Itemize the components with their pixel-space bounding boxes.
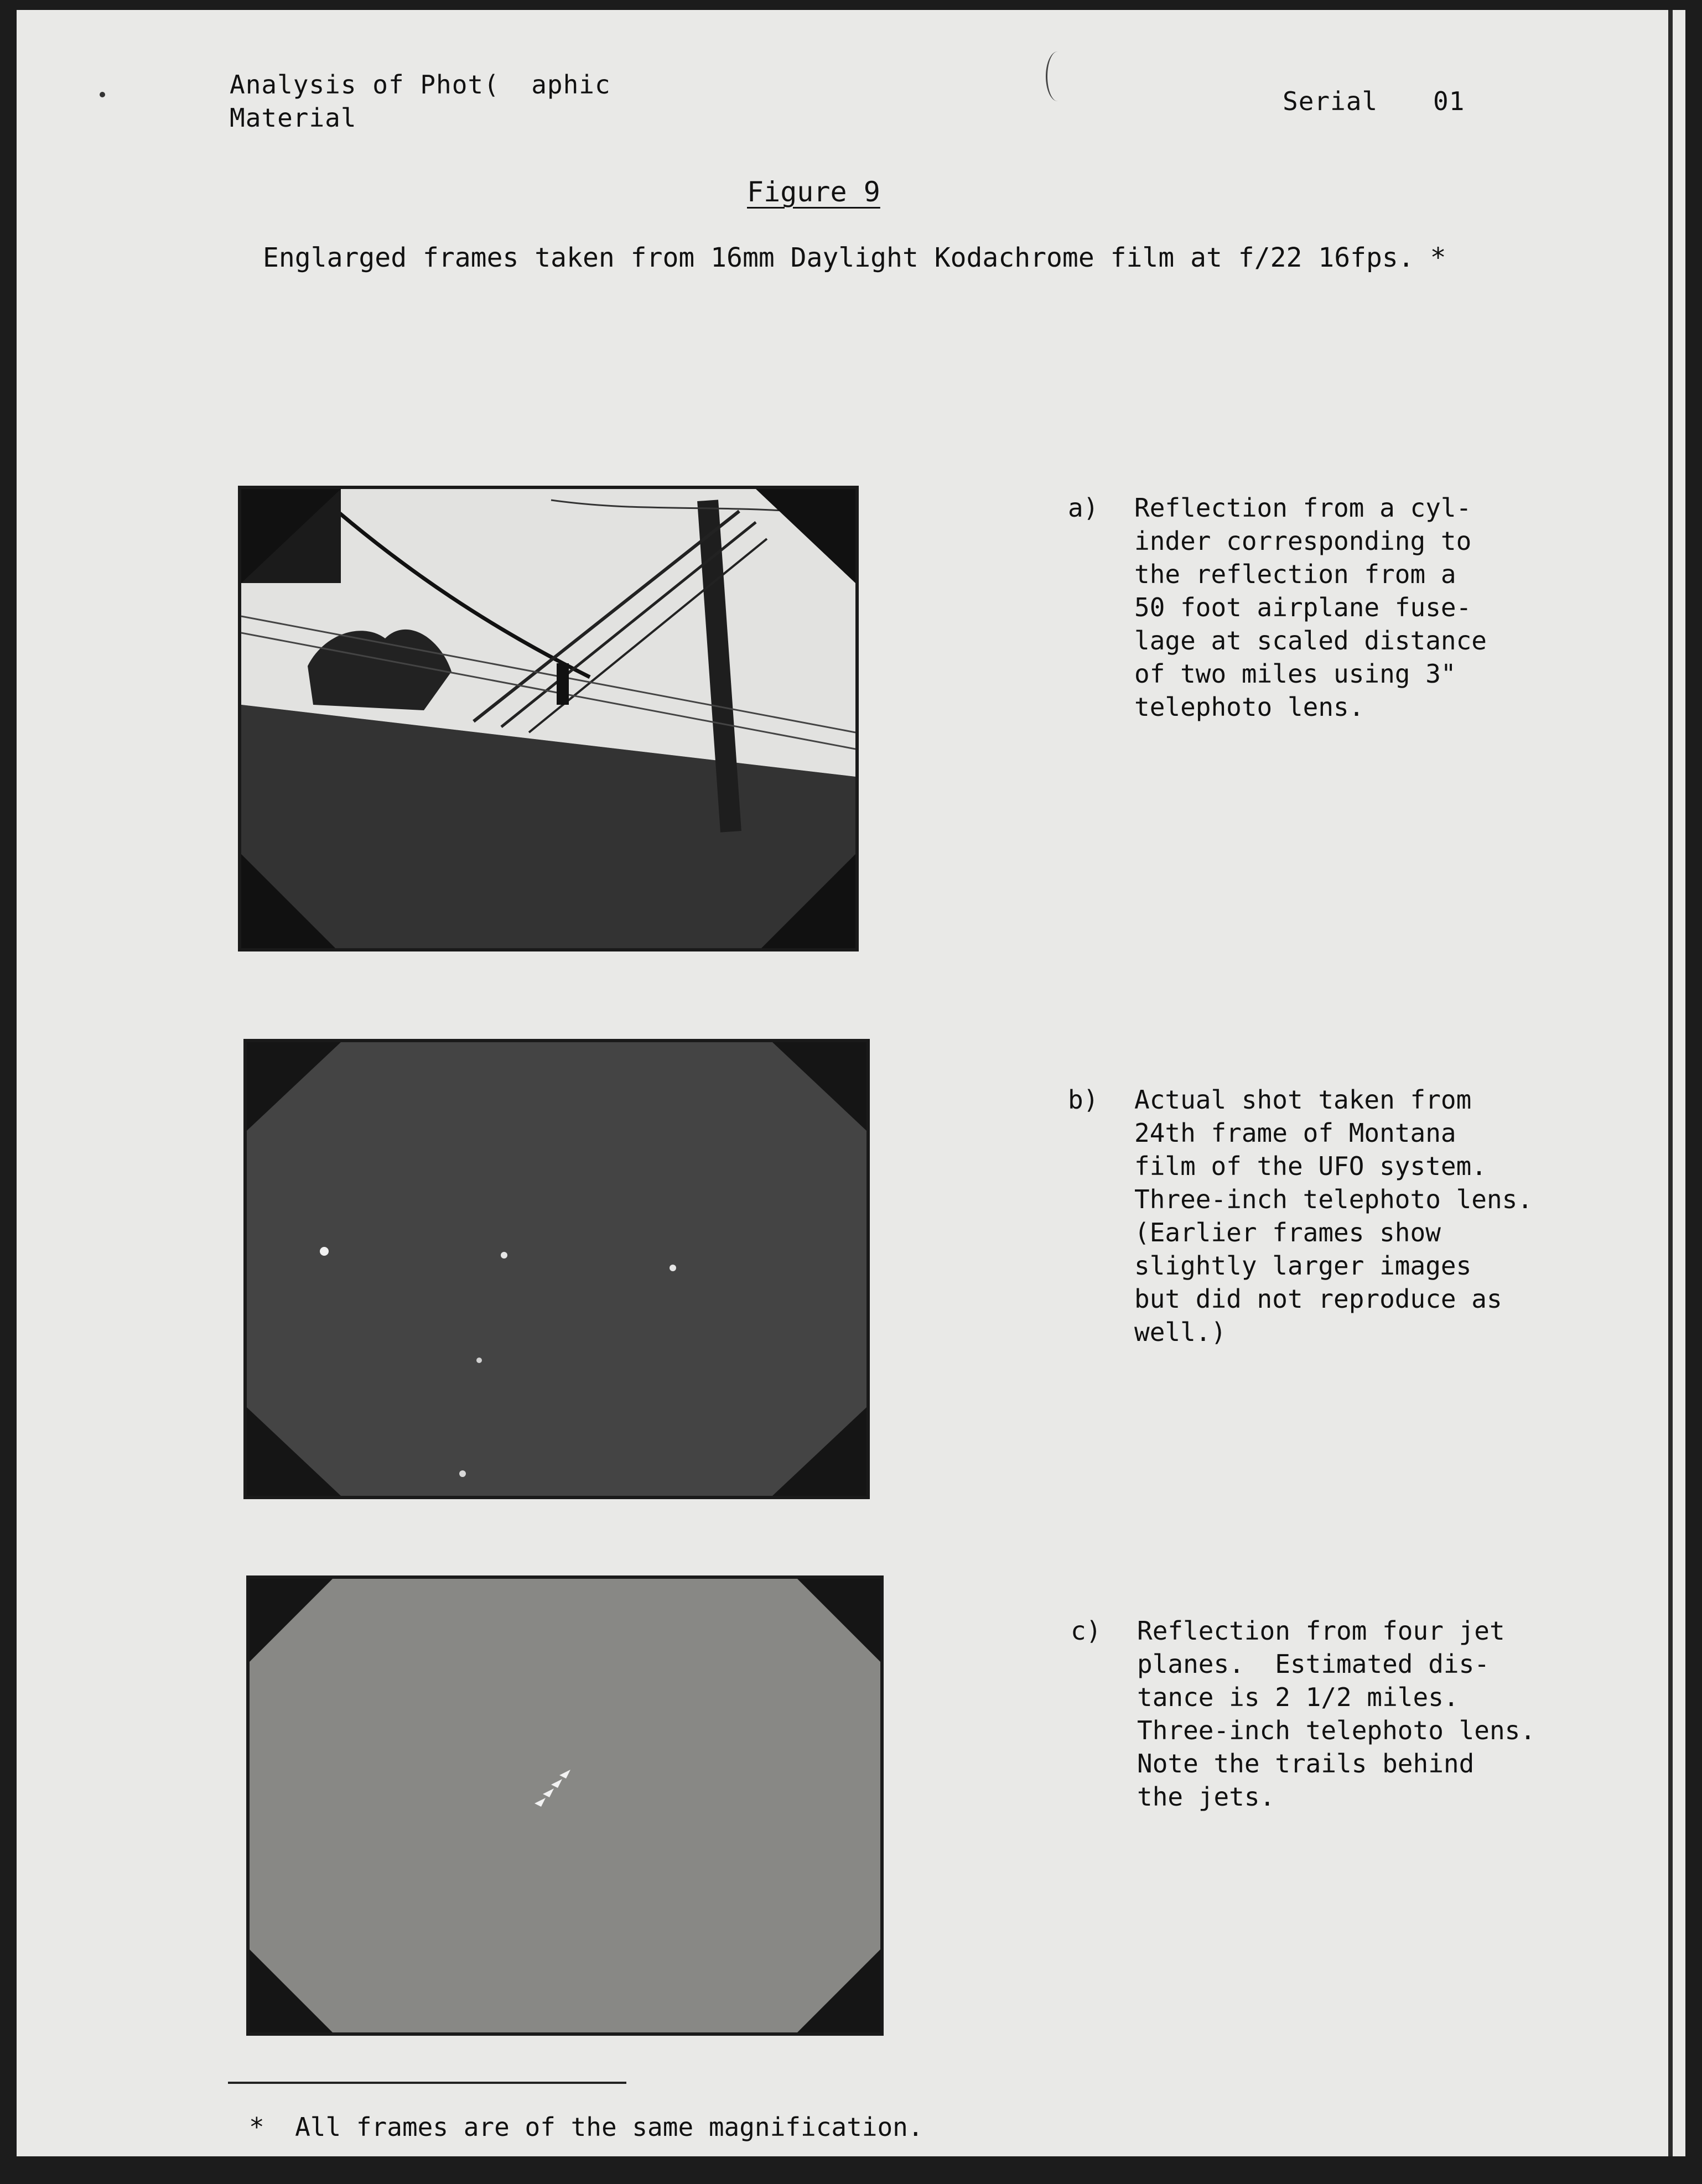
panel-a-label: a) <box>1068 493 1099 523</box>
panel-b-line: (Earlier frames show <box>1134 1218 1441 1247</box>
panel-b-line: film of the UFO system. <box>1134 1151 1487 1181</box>
panel-c-label: c) <box>1071 1616 1102 1646</box>
panel-a-line: 50 foot airplane fuse- <box>1134 592 1472 622</box>
document-page <box>17 10 1685 2156</box>
panel-b-line: slightly larger images <box>1134 1251 1472 1281</box>
panel-b-line: but did not reproduce as <box>1134 1284 1502 1314</box>
panel-c-line: Three-inch telephoto lens. <box>1137 1715 1536 1745</box>
serial-number: 01 <box>1433 86 1465 116</box>
header-title-line1: Analysis of Phot( aphic <box>230 70 611 100</box>
ink-mark <box>1046 51 1070 101</box>
panel-a-line: Reflection from a cyl- <box>1134 493 1472 523</box>
panel-c-line: Reflection from four jet <box>1137 1616 1505 1646</box>
footnote: * All frames are of the same magnification. <box>249 2112 923 2142</box>
footnote-divider <box>228 2082 626 2084</box>
panel-b-label: b) <box>1068 1085 1099 1115</box>
panel-a-line: lage at scaled distance <box>1134 626 1487 656</box>
panel-b-line: Actual shot taken from <box>1134 1085 1472 1115</box>
serial-label: Serial <box>1283 86 1378 116</box>
photo-frame-c <box>246 1575 884 2036</box>
ink-speck <box>100 92 105 97</box>
photo-frame-b <box>243 1039 870 1499</box>
panel-a-line: the reflection from a <box>1134 559 1456 589</box>
panel-a-line: inder corresponding to <box>1134 526 1472 556</box>
panel-c-line: Note the trails behind <box>1137 1749 1475 1779</box>
page-edge-shadow <box>1668 10 1673 2156</box>
panel-b-line: well.) <box>1134 1317 1227 1347</box>
panel-c-line: planes. Estimated dis- <box>1137 1649 1490 1679</box>
panel-a-line: telephoto lens. <box>1134 692 1364 722</box>
panel-c-line: tance is 2 1/2 miles. <box>1137 1682 1459 1712</box>
figure-title: Figure 9 <box>747 176 880 208</box>
panel-b-line: Three-inch telephoto lens. <box>1134 1184 1533 1214</box>
panel-b-line: 24th frame of Montana <box>1134 1118 1456 1148</box>
figure-caption: Englarged frames taken from 16mm Daylight Kodachrome film at f/22 16fps. * <box>263 242 1446 273</box>
header-title-line2: Material <box>230 103 357 133</box>
panel-c-line: the jets. <box>1137 1782 1275 1812</box>
photo-frame-a <box>238 486 859 951</box>
panel-a-line: of two miles using 3" <box>1134 659 1456 689</box>
